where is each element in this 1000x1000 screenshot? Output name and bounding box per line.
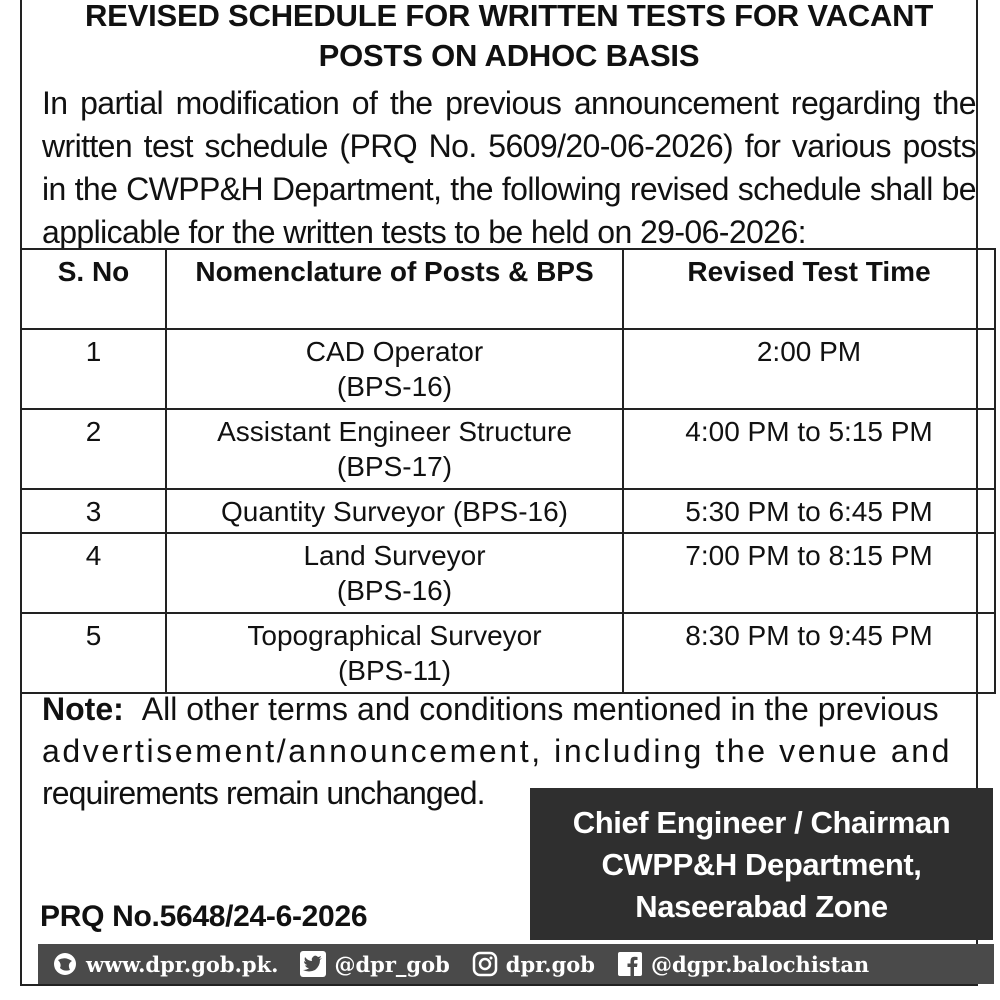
signature-block <box>530 788 993 940</box>
note-line2: advertisement/announcement, including the venue and <box>42 733 953 769</box>
notice-title-line2: POSTS ON ADHOC BASIS <box>318 38 700 73</box>
twitter-icon <box>300 951 326 977</box>
post-name: CAD Operator <box>305 336 484 367</box>
table-row <box>21 409 995 489</box>
cell-time: 8:30 PM to 9:45 PM <box>623 613 995 693</box>
note-label: Note: <box>42 691 124 727</box>
table-header-row <box>21 249 995 329</box>
instagram-icon <box>472 951 498 977</box>
cell-sno: 1 <box>21 329 166 409</box>
note-line3: requirements remain unchanged. <box>42 775 485 811</box>
facebook-handle[interactable]: @dgpr.balochistan <box>651 951 870 977</box>
cell-time: 4:00 PM to 5:15 PM <box>623 409 995 489</box>
header-post: Nomenclature of Posts & BPS <box>166 249 623 329</box>
twitter-handle[interactable]: @dpr_gob <box>334 951 450 977</box>
post-name: Assistant Engineer Structure <box>217 416 572 447</box>
footer-bar <box>38 944 994 984</box>
table-row <box>21 329 995 409</box>
post-bps: (BPS-17) <box>336 451 453 482</box>
table-row <box>21 613 995 693</box>
signature-zone: Naseerabad Zone <box>635 889 888 924</box>
cell-post <box>166 329 623 409</box>
note-line1: All other terms and conditions mentioned in the previous <box>141 691 939 727</box>
intro-paragraph: In partial modification of the previous announcement regarding the written test schedule (PRQ No. 5609/20-06-2026) for various posts in the CWPP&H Department, the following revised schedule shall be applicable for the written tests to be held on 29-06-2026: <box>42 85 976 250</box>
post-name: Topographical Surveyor <box>247 620 542 651</box>
header-sno: S. No <box>21 249 166 329</box>
signature-department: CWPP&H Department, <box>601 847 922 882</box>
globe-icon <box>52 951 78 977</box>
signature-title: Chief Engineer / Chairman <box>572 805 951 840</box>
facebook-icon <box>617 951 643 977</box>
post-name: Quantity Surveyor (BPS-16) <box>220 496 569 527</box>
post-bps: (BPS-11) <box>337 655 452 686</box>
footer-facebook[interactable] <box>617 951 869 977</box>
cell-time: 2:00 PM <box>623 329 995 409</box>
notice-title-line1: REVISED SCHEDULE FOR WRITTEN TESTS FOR VACANT <box>84 0 934 33</box>
cell-sno: 2 <box>21 409 166 489</box>
cell-post <box>166 533 623 613</box>
cell-post <box>166 409 623 489</box>
schedule-table <box>20 248 996 694</box>
cell-post <box>166 613 623 693</box>
instagram-handle[interactable]: dpr.gob <box>505 951 595 977</box>
post-name: Land Surveyor <box>303 540 486 571</box>
footer-twitter[interactable] <box>300 951 449 977</box>
table-row <box>21 489 995 533</box>
table-row <box>21 533 995 613</box>
cell-time: 5:30 PM to 6:45 PM <box>623 489 995 533</box>
footer-website[interactable] <box>52 951 278 977</box>
post-bps: (BPS-16) <box>336 371 453 402</box>
header-time: Revised Test Time <box>623 249 995 329</box>
post-bps: (BPS-16) <box>336 575 453 606</box>
footer-instagram[interactable] <box>472 951 595 977</box>
website-link[interactable]: www.dpr.gob.pk. <box>86 951 279 977</box>
cell-sno: 5 <box>21 613 166 693</box>
cell-sno: 4 <box>21 533 166 613</box>
cell-post <box>166 489 623 533</box>
cell-sno: 3 <box>21 489 166 533</box>
cell-time: 7:00 PM to 8:15 PM <box>623 533 995 613</box>
prq-number: PRQ No.5648/24-6-2026 <box>40 900 368 933</box>
